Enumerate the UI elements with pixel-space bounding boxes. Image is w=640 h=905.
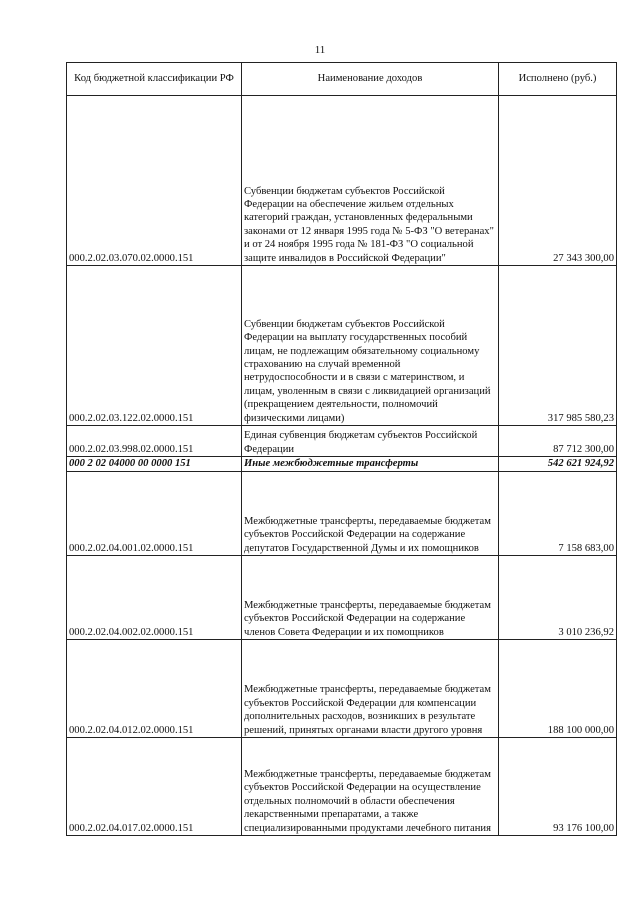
row-code: 000.2.02.03.070.02.0000.151	[67, 96, 242, 266]
table-row	[67, 426, 617, 457]
row-name: Единая субвенция бюджетам субъектов Российской Федерации	[242, 426, 499, 457]
table-row-total	[67, 457, 617, 472]
table-row	[67, 472, 617, 556]
row-code: 000.2.02.03.998.02.0000.151	[67, 426, 242, 457]
header-name: Наименование доходов	[242, 63, 499, 96]
row-name: Межбюджетные трансферты, передаваемые бюджетам субъектов Российской Федерации на содержание депутатов Государственной Думы и их помощников	[242, 472, 499, 556]
row-name: Межбюджетные трансферты, передаваемые бюджетам субъектов Российской Федерации на осуществление отдельных полномочий в области обеспечения лекарственными препаратами, а также специализированными продуктами лечебного питания	[242, 738, 499, 836]
row-amount: 7 158 683,00	[499, 472, 617, 556]
row-amount: 93 176 100,00	[499, 738, 617, 836]
table-row	[67, 640, 617, 738]
row-code: 000 2 02 04000 00 0000 151	[67, 457, 242, 472]
page-number: 11	[314, 44, 326, 56]
row-code: 000.2.02.04.012.02.0000.151	[67, 640, 242, 738]
row-code: 000.2.02.04.001.02.0000.151	[67, 472, 242, 556]
row-amount: 317 985 580,23	[499, 266, 617, 426]
row-name: Межбюджетные трансферты, передаваемые бюджетам субъектов Российской Федерации для компенсации дополнительных расходов, возникших в результате решений, принятых органами власти другого уровня	[242, 640, 499, 738]
row-amount: 542 621 924,92	[499, 457, 617, 472]
header-amount: Исполнено (руб.)	[499, 63, 617, 96]
budget-income-table	[66, 62, 617, 836]
row-name: Иные межбюджетные трансферты	[242, 457, 499, 472]
row-code: 000.2.02.03.122.02.0000.151	[67, 266, 242, 426]
row-code: 000.2.02.04.002.02.0000.151	[67, 556, 242, 640]
row-name: Субвенции бюджетам субъектов Российской Федерации на выплату государственных пособий лицам, не подлежащим обязательному социальному страхованию на случай временной нетрудоспособности и в связи с материнством, и лицам, уволенным в связи с ликвидацией организаций (прекращением деятельности, полномочий физическими лицами)	[242, 266, 499, 426]
header-code: Код бюджетной классификации РФ	[67, 63, 242, 96]
table-row	[67, 738, 617, 836]
row-name: Межбюджетные трансферты, передаваемые бюджетам субъектов Российской Федерации на содержание членов Совета Федерации и их помощников	[242, 556, 499, 640]
row-code: 000.2.02.04.017.02.0000.151	[67, 738, 242, 836]
row-name: Субвенции бюджетам субъектов Российской Федерации на обеспечение жильем отдельных категорий граждан, установленных федеральными законами от 12 января 1995 года № 5-ФЗ "О ветеранах" и от 24 ноября 1995 года № 181-ФЗ "О социальной защите инвалидов в Российской Федерации"	[242, 96, 499, 266]
row-amount: 27 343 300,00	[499, 96, 617, 266]
row-amount: 3 010 236,92	[499, 556, 617, 640]
table-row	[67, 556, 617, 640]
table-row	[67, 96, 617, 266]
row-amount: 87 712 300,00	[499, 426, 617, 457]
row-amount: 188 100 000,00	[499, 640, 617, 738]
table-header-row	[67, 63, 617, 96]
table-row	[67, 266, 617, 426]
